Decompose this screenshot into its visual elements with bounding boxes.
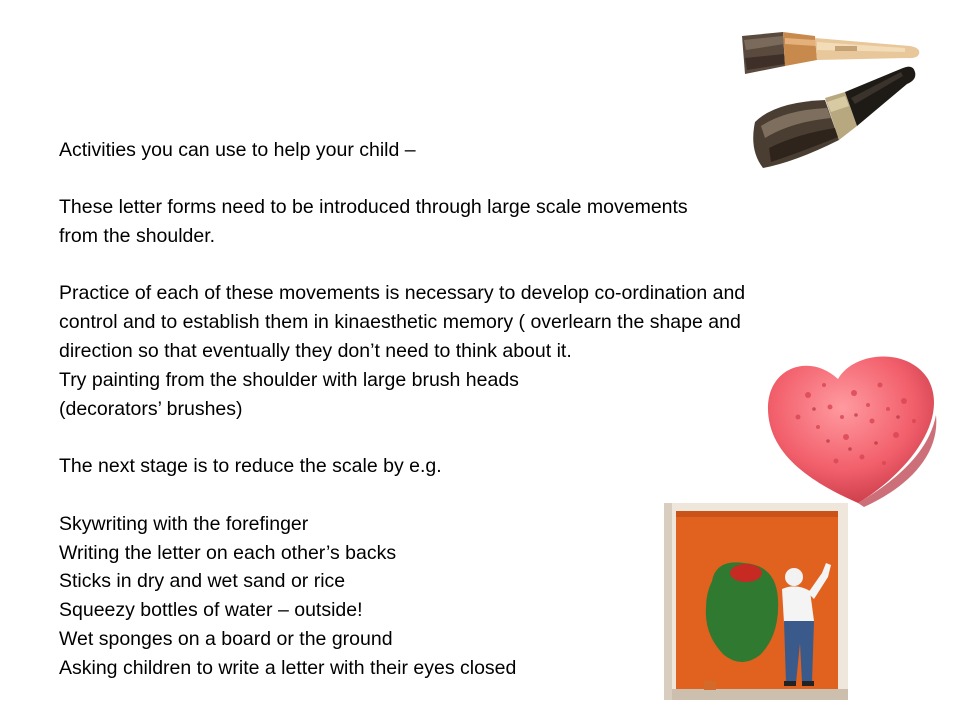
text-line: control and to establish them in kinaesthetic memory ( overlearn the shape and bbox=[59, 311, 741, 333]
heading-line: Activities you can use to help your child – bbox=[59, 139, 416, 161]
text-line: Try painting from the shoulder with large brush heads bbox=[59, 369, 519, 391]
painter-photo-image bbox=[664, 503, 848, 700]
list-item: Asking children to write a letter with their eyes closed bbox=[59, 657, 517, 679]
list-item: Sticks in dry and wet sand or rice bbox=[59, 570, 346, 592]
flat-brush-icon bbox=[742, 32, 919, 74]
heart-sponge-image bbox=[758, 345, 948, 513]
text-line: direction so that eventually they don’t need to think about it. bbox=[59, 340, 572, 362]
paint-brushes-image bbox=[735, 22, 930, 174]
text-line: The next stage is to reduce the scale by e.g. bbox=[59, 455, 442, 477]
list-item: Wet sponges on a board or the ground bbox=[59, 628, 393, 650]
list-item: Squeezy bottles of water – outside! bbox=[59, 599, 363, 621]
text-line: (decorators’ brushes) bbox=[59, 398, 243, 420]
text-line: Practice of each of these movements is necessary to develop co-ordination and bbox=[59, 282, 746, 304]
list-item: Writing the letter on each other’s backs bbox=[59, 542, 397, 564]
round-brush-icon bbox=[753, 67, 915, 168]
text-line: from the shoulder. bbox=[59, 225, 216, 247]
text-line: These letter forms need to be introduced through large scale movements bbox=[59, 196, 688, 218]
heart-sponge-icon bbox=[768, 356, 936, 507]
list-item: Skywriting with the forefinger bbox=[59, 513, 309, 535]
